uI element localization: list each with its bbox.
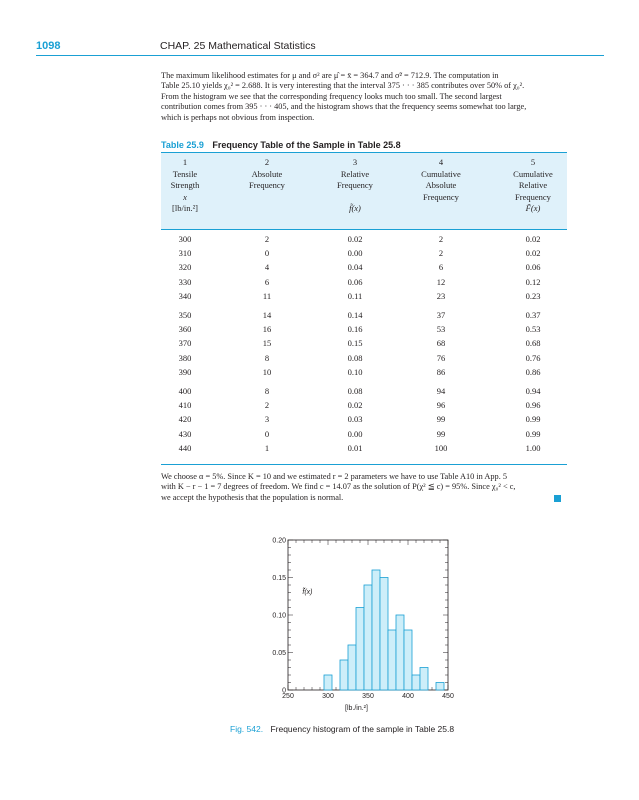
table-cell: 320: [178, 262, 192, 273]
x-tick-label: 350: [362, 693, 374, 700]
paragraph-line: we accept the hypothesis that the population is normal.: [161, 493, 561, 503]
y-tick-label: 0.05: [272, 650, 286, 657]
header-rule: [36, 55, 604, 56]
table-row: [161, 310, 567, 323]
table-cell: 11: [262, 290, 272, 301]
histogram-bar: [420, 668, 428, 691]
table-cell: 330: [178, 276, 192, 287]
table-cell: 23: [436, 290, 446, 301]
table-cell: 400: [178, 386, 192, 396]
table-header-col-2: 2 Absolute Frequency: [249, 157, 285, 190]
table-caption: [161, 140, 401, 150]
table-cell: 0.10: [347, 366, 363, 377]
table-header-col-4: 4 Cumulative Absolute Frequency: [421, 157, 461, 202]
table-row: [161, 291, 567, 304]
x-tick-label: 300: [322, 693, 334, 700]
table-row: [161, 367, 567, 380]
table-cell: 0.68: [525, 338, 541, 349]
y-tick-label: 0.10: [272, 612, 286, 620]
y-tick-label: 0.20: [272, 537, 286, 545]
table-cell: 0.08: [347, 386, 363, 396]
chapter-title: CHAP. 25 Mathematical Statistics: [160, 40, 316, 52]
histogram-x-unit: [lb./in.²]: [345, 705, 368, 712]
table-cell: 99: [436, 428, 446, 439]
table-cell: 76: [436, 352, 446, 363]
table-cell: 0.76: [525, 352, 541, 363]
histogram-bar: [412, 675, 420, 690]
table-cell: 340: [178, 290, 192, 301]
table-cell: 0.16: [347, 324, 363, 335]
table-cell: 53: [436, 324, 446, 335]
page-number: 1098: [36, 40, 61, 52]
histogram-bar: [404, 630, 412, 690]
table-cell: 4: [264, 262, 270, 273]
table-bottom-rule: [161, 464, 567, 465]
table-cell: 0.02: [525, 234, 541, 244]
table-cell: 68: [436, 338, 446, 349]
table-cell: 0.01: [347, 442, 363, 453]
table-cell: 360: [178, 324, 192, 335]
table-cell: 16: [262, 324, 272, 335]
table-cell: 0.03: [347, 414, 363, 425]
table-cell: 0.37: [525, 310, 541, 320]
table-cell: 86: [436, 366, 446, 377]
x-tick-label: 250: [282, 693, 294, 700]
table-row: [161, 353, 567, 366]
table-cell: 430: [178, 428, 192, 439]
table-cell: 0.04: [347, 262, 363, 273]
histogram-bar: [340, 660, 348, 690]
y-tick-label: 0.15: [272, 575, 286, 582]
table-cell: 370: [178, 338, 192, 349]
table-cell: 6: [438, 262, 444, 273]
table-cell: 380: [178, 352, 192, 363]
table-cell: 10: [262, 366, 272, 377]
table-cell: 1.00: [525, 442, 541, 453]
histogram-bar: [436, 683, 444, 691]
figure-caption: [230, 724, 454, 734]
table-cell: 390: [178, 366, 192, 377]
table-cell: 8: [264, 386, 270, 396]
paragraph-line: which is perhaps not obvious from inspection.: [161, 112, 315, 122]
table-cell: 37: [436, 310, 446, 320]
table-cell: 0.15: [347, 338, 363, 349]
table-cell: 0.00: [347, 248, 363, 259]
x-tick-label: 450: [442, 693, 454, 700]
figure-caption-title: Frequency histogram of the sample in Table 25.8: [270, 724, 455, 734]
table-cell: 12: [436, 276, 446, 287]
table-cell: 0.02: [347, 234, 363, 244]
table-cell: 96: [436, 400, 446, 411]
x-tick-label: 400: [402, 693, 414, 700]
table-row: [161, 248, 567, 261]
table-cell: 0.06: [525, 262, 541, 273]
y-axis-label: f̃(x): [302, 589, 313, 596]
histogram-bar: [372, 570, 380, 690]
histogram-bar: [348, 645, 356, 690]
table-cell: 0.86: [525, 366, 541, 377]
table-cell: 410: [178, 400, 192, 411]
table-cell: 0.11: [347, 290, 363, 301]
table-cell: 0: [264, 428, 270, 439]
table-cell: 0.99: [525, 428, 541, 439]
table-cell: 94: [436, 386, 446, 396]
table-cell: 8: [264, 352, 270, 363]
paragraph-line: Table 25.10 yields χ₀² = 2.688. It is very interesting that the interval 375 · · · 385 contributes over 50% of χ₀².: [161, 81, 525, 91]
end-of-example-icon: [554, 495, 561, 502]
table-cell: 350: [178, 310, 192, 320]
table-cell: 0.53: [525, 324, 541, 335]
table-row: [161, 262, 567, 275]
table-cell: 0.96: [525, 400, 541, 411]
table-body: [161, 228, 567, 464]
table-row: [161, 277, 567, 290]
table-row: [161, 324, 567, 337]
figure-caption-number: Fig. 542.: [230, 724, 264, 734]
table-cell: 0.08: [347, 352, 363, 363]
table-cell: 0.94: [525, 386, 541, 396]
table-cell: 0.00: [347, 428, 363, 439]
histogram-bar: [380, 578, 388, 691]
table-cell: 300: [178, 234, 192, 244]
paragraph-line: contribution comes from 395 · · · 405, and the histogram shows that the frequency seems somewhat too large,: [161, 102, 527, 112]
y-tick-label: 0: [282, 687, 286, 695]
table-cell: 0.06: [347, 276, 363, 287]
table-caption-title: Frequency Table of the Sample in Table 25.8: [212, 140, 401, 150]
histogram-bar: [396, 615, 404, 690]
table-cell: 14: [262, 310, 272, 320]
intro-paragraph: [161, 71, 561, 123]
paragraph-line: From the histogram we see that the corresponding frequency looks much too small. The second largest: [161, 91, 502, 101]
table-header-col-5: 5 Cumulative Relative Frequency F̃(x): [513, 157, 553, 213]
table-header-col-1: 1 Tensile Strength x [lb/in.²]: [170, 157, 200, 213]
table-cell: 420: [178, 414, 192, 425]
table-header-col-3: 3 Relative Frequency f̃(x): [337, 157, 373, 213]
histogram-bar: [364, 585, 372, 690]
table-cell: 3: [264, 414, 270, 425]
table-cell: 0.14: [347, 310, 363, 320]
table-cell: 0.23: [525, 290, 541, 301]
histogram-bar: [324, 675, 332, 690]
table-cell: 2: [264, 234, 270, 244]
histogram-bar: [356, 608, 364, 691]
table-row: [161, 400, 567, 413]
table-row: [161, 386, 567, 399]
table-cell: 0: [264, 248, 270, 259]
table-cell: 100: [434, 442, 448, 453]
table-cell: 99: [436, 414, 446, 425]
table-cell: 0.12: [525, 276, 541, 287]
paragraph-line: The maximum likelihood estimates for μ and σ² are μ̂ = x̄ = 364.7 and σ̃² = 712.9. The computation in: [161, 71, 499, 80]
table-cell: 0.02: [525, 248, 541, 259]
table-row: [161, 338, 567, 351]
table-cell: 2: [264, 400, 270, 411]
table-row: [161, 429, 567, 442]
table-row: [161, 414, 567, 427]
table-cell: 1: [264, 442, 270, 453]
table-caption-number: Table 25.9: [161, 140, 204, 150]
table-row: [161, 234, 567, 247]
table-cell: 0.02: [347, 400, 363, 411]
paragraph-line: We choose α = 5%. Since K = 10 and we estimated r = 2 parameters we have to use Table A10 in App. 5: [161, 472, 508, 481]
table-row: [161, 443, 567, 456]
table-cell: 6: [264, 276, 270, 287]
histogram-bar: [388, 630, 396, 690]
paragraph-line: with K − r − 1 = 7 degrees of freedom. We find c = 14.07 as the solution of P(χ² ≦ c) = 95%. Since χ₀² < c,: [161, 482, 516, 492]
table-cell: 2: [438, 234, 444, 244]
table-header: [161, 152, 567, 230]
conclusion-paragraph: [161, 472, 561, 503]
table-cell: 0.99: [525, 414, 541, 425]
table-cell: 440: [178, 442, 192, 453]
table-cell: 2: [438, 248, 444, 259]
table-cell: 310: [178, 248, 192, 259]
frequency-histogram: [240, 530, 470, 710]
table-cell: 15: [262, 338, 272, 349]
